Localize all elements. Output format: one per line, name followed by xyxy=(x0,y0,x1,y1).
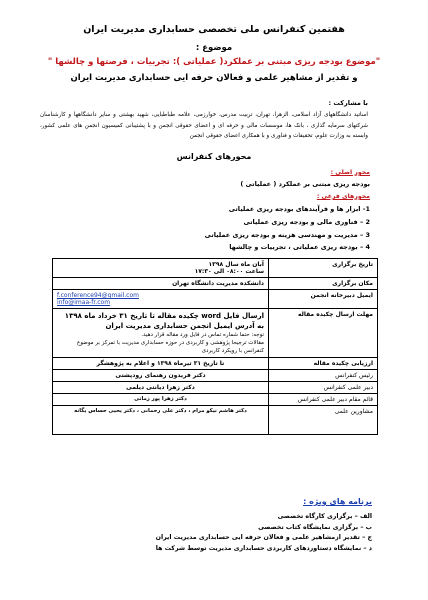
date-label: تاریخ برگزاری xyxy=(269,259,378,278)
programs-label: برنامه های ویژه : xyxy=(303,497,372,506)
sub-axis-item: 3 – مدیریت و مهندسی هزینه و بودجه ریزی عملیاتی xyxy=(204,230,370,239)
honor-line: و تقدیر از مشاهیر علمی و فعالان حرفه ایی حسابداری مدیریت ایران xyxy=(70,73,358,83)
participants-label: با مشارکت : xyxy=(328,99,368,107)
table-row xyxy=(53,358,378,370)
main-axis: بودجه ریزی مبتنی بر عملکرد ( عملیاتی ) xyxy=(240,180,370,188)
sub-axis-item: 4 – بودجه ریزی عملیاتی ، تجربیات و چالشها xyxy=(229,243,370,252)
chair-label: رئیس کنفرانس xyxy=(269,370,378,382)
submit-note: توجه: حتما شماره تماس در فایل ورد مقاله قرار دهید. xyxy=(141,332,264,338)
place-value: دانشکده مدیریت دانشگاه تهران xyxy=(53,278,269,290)
advisor-label: مشاورین علمی xyxy=(269,406,378,435)
email-label: ایمیل دبیرخانه انجمن xyxy=(269,290,378,309)
submit-deadline: ارسال فایل word چکیده مقاله تا تاریخ ۳۱ خرداد ماه ۱۳۹۸ به آدرس ایمیل انجمن حسابداری مدیریت ایران xyxy=(64,312,264,330)
eval-label: ارزیابی چکیده مقاله xyxy=(269,358,378,370)
programs-list xyxy=(60,512,372,554)
info-table xyxy=(52,258,378,435)
table-row xyxy=(53,290,378,309)
submit-cell xyxy=(53,309,269,358)
submit-note-2: مقالات ترجیحا پژوهشی و کاربردی در حوزه حسابداری مدیریت با تمرکز بر موضوع کنفرانس با رویکرد کاربردی xyxy=(77,340,264,354)
participants-text: اساتید دانشگاههای آزاد اسلامی، الزهرا، تهران، تربیت مدرس، خوارزمی، علامه طباطبایی، شهید بهشتی و سایر دانشگاهها و کارشناسان شرکتهای سرمایه گذاری ، بانک ها، موسسات مالی و حرفه ای و اعضای حقوقی انجمن و با پشتیبانی کمیسیون انجمن های علمی کشور، وابسته به وزارت علوم، تحقیقات و فناوری و با همکاری اعضای حقوقی انجمن xyxy=(40,112,368,139)
deputy-value: دکتر زهرا پور زمانی xyxy=(53,394,269,406)
program-item: ب – برگزاری نمایشگاه کتاب تخصصی xyxy=(258,523,372,531)
deputy-label: قائم مقام دبیر علمی کنفرانس xyxy=(269,394,378,406)
table-row xyxy=(53,259,378,278)
date-cell xyxy=(53,259,269,278)
sub-axis-item: 1- ابزار ها و فرآیندهای بودجه ریزی عملیاتی xyxy=(228,205,370,213)
axes-title: محورهای کنفرانس xyxy=(176,152,252,161)
program-item: د – نمایشگاه دستاوردهای کاربردی حسابداری مدیریت توسط شرکت ها xyxy=(155,544,372,552)
program-item: ج – تقدیر ازمشاهیر علمی و فعالان حرفه ایی حسابداری مدیریت ایران xyxy=(155,534,372,541)
sub-axis-item: 2 – فناوری مالی و بودجه ریزی عملیاتی xyxy=(243,217,370,226)
conference-title: هفتمین کنفرانس ملی تخصصی حسابداری مدیریت ایران xyxy=(83,24,345,35)
table-row xyxy=(53,370,378,382)
main-axis-label: محور اصلی : xyxy=(330,169,370,176)
submit-label: مهلت ارسال چکیده مقاله xyxy=(269,309,378,358)
email-link[interactable]: f.conference94@gmail.com xyxy=(57,292,139,299)
topic-label: موضوع : xyxy=(195,43,233,53)
table-row xyxy=(53,394,378,406)
sub-axis-label: محورهای فرعی : xyxy=(316,193,370,200)
sci-value: دکتر زهرا دیانتی دیلمی xyxy=(53,382,269,394)
chair-value: دکتر فریدون رهنمای رودپشتی xyxy=(53,370,269,382)
table-row xyxy=(53,278,378,290)
program-item: الف – برگزاری کارگاه تخصصی xyxy=(277,513,372,520)
time-value: ساعت ۰۸:۰۰ الی ۱۷:۳۰ xyxy=(194,268,264,275)
date-value: آبان ماه سال ۱۳۹۸ xyxy=(208,261,264,268)
table-row xyxy=(53,309,378,358)
advisor-value: دکتر هاشم نیکو مرام ، دکتر علی رحمانی ، دکتر یحیی حساس یگانه xyxy=(53,406,269,435)
sci-label: دبیر علمی کنفرانس xyxy=(269,382,378,394)
place-label: مکان برگزاری xyxy=(269,278,378,290)
table-row xyxy=(53,406,378,435)
table-row xyxy=(53,382,378,394)
email-cell xyxy=(53,290,269,309)
email-link[interactable]: info@imaa-fr.com xyxy=(57,299,111,306)
conference-topic: "موضوع بودجه ریزی مبتنی بر عملکرد( عملیاتی ): تجربیات ، فرصتها و چالشها " xyxy=(47,57,381,67)
sub-axis-list xyxy=(60,203,370,254)
eval-value: تا تاریخ ۳۱ تیرماه ۱۳۹۸ و اعلام به پژوهشگر xyxy=(53,358,269,370)
